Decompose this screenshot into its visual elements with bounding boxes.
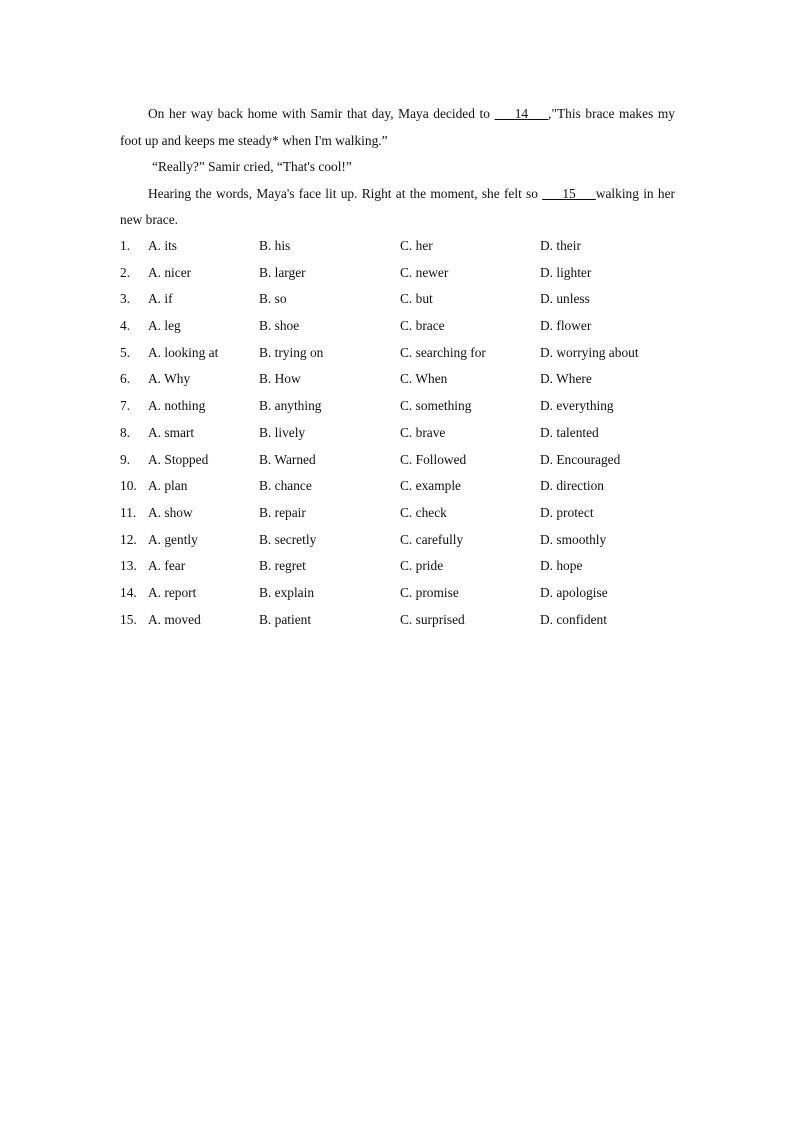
option-c: C. but	[400, 291, 433, 307]
question-row	[120, 286, 680, 313]
option-c: C. example	[400, 478, 461, 494]
blank-15: ___15___	[542, 185, 596, 201]
option-b: B. larger	[259, 264, 306, 280]
option-d: D. talented	[540, 424, 599, 440]
option-d: D. everything	[540, 398, 614, 414]
option-d: D. flower	[540, 318, 592, 334]
option-a: A. gently	[148, 531, 198, 547]
question-row	[120, 313, 680, 340]
option-c: C. her	[400, 238, 433, 253]
option-a: A. looking at	[148, 344, 219, 360]
option-c: C. surprised	[400, 611, 465, 627]
option-d: D. worrying about	[540, 344, 639, 360]
paragraph-1-text-before-blank: On her way back home with Samir that day, Maya decided to	[148, 106, 495, 121]
passage-paragraph-3	[120, 181, 675, 234]
option-b: B. his	[259, 238, 291, 253]
option-c: C. brave	[400, 424, 446, 440]
option-b: B. patient	[259, 611, 312, 627]
question-number: 1.	[120, 238, 131, 253]
option-a: A. Why	[148, 371, 191, 387]
option-b: B. anything	[259, 398, 322, 414]
option-c: C. searching for	[400, 344, 486, 360]
option-c: C. check	[400, 504, 447, 520]
option-d: D. their	[540, 238, 581, 253]
option-a: A. Stopped	[148, 451, 209, 467]
question-row	[120, 527, 680, 554]
option-c: C. When	[400, 371, 448, 387]
question-number: 4.	[120, 318, 131, 334]
option-d: D. unless	[540, 291, 590, 307]
option-a: A. nothing	[148, 398, 206, 414]
option-a: A. plan	[148, 478, 188, 494]
option-d: D. hope	[540, 558, 583, 574]
question-row	[120, 607, 680, 634]
question-number: 13.	[120, 558, 137, 574]
passage-paragraph-1	[120, 101, 675, 154]
option-a: A. leg	[148, 318, 181, 334]
question-row	[120, 260, 680, 287]
question-row	[120, 420, 680, 447]
question-row	[120, 233, 680, 260]
option-c: C. something	[400, 398, 472, 414]
option-d: D. direction	[540, 478, 604, 494]
option-d: D. smoothly	[540, 531, 607, 547]
option-c: C. brace	[400, 318, 445, 334]
blank-14: ___14___	[494, 106, 549, 121]
question-row	[120, 366, 680, 393]
question-number: 5.	[120, 344, 131, 360]
passage-paragraph-2: “Really?” Samir cried, “That's cool!”	[152, 159, 352, 174]
option-b: B. regret	[259, 558, 306, 574]
option-b: B. secretly	[259, 531, 317, 547]
option-a: A. fear	[148, 558, 186, 574]
option-c: C. pride	[400, 558, 444, 574]
option-a: A. moved	[148, 611, 201, 627]
option-a: A. report	[148, 584, 197, 600]
question-options-list	[120, 233, 680, 633]
option-a: A. its	[148, 238, 178, 253]
question-row	[120, 553, 680, 580]
question-number: 11.	[120, 504, 137, 520]
question-number: 2.	[120, 264, 131, 280]
option-a: A. show	[148, 504, 193, 520]
paragraph-1-text-after-blank: ,"This brace makes my foot up and keeps me steady* when I'm walking.”	[120, 106, 675, 148]
option-c: C. promise	[400, 584, 459, 600]
option-c: C. carefully	[400, 531, 464, 547]
option-d: D. protect	[540, 504, 594, 520]
question-row	[120, 447, 680, 474]
option-d: D. lighter	[540, 264, 592, 280]
option-c: C. newer	[400, 264, 449, 280]
question-number: 14.	[120, 584, 137, 600]
question-row	[120, 340, 680, 367]
question-number: 7.	[120, 398, 131, 414]
option-a: A. smart	[148, 424, 195, 440]
option-d: D. Where	[540, 371, 592, 387]
option-c: C. Followed	[400, 451, 467, 467]
question-number: 10.	[120, 478, 137, 494]
option-b: B. lively	[259, 424, 306, 440]
option-b: B. How	[259, 371, 301, 387]
question-number: 12.	[120, 531, 137, 547]
question-row	[120, 393, 680, 420]
option-d: D. confident	[540, 611, 607, 627]
option-b: B. shoe	[259, 318, 300, 334]
question-number: 9.	[120, 451, 131, 467]
paragraph-3-text-after-blank: walking in her new brace.	[120, 185, 675, 227]
question-row	[120, 500, 680, 527]
paragraph-3-text-before-blank: Hearing the words, Maya's face lit up. Right at the moment, she felt so	[148, 185, 543, 201]
question-number: 6.	[120, 371, 131, 387]
question-row	[120, 473, 680, 500]
option-b: B. so	[259, 291, 287, 307]
question-number: 15.	[120, 611, 137, 627]
option-b: B. trying on	[259, 344, 324, 360]
option-d: D. apologise	[540, 584, 608, 600]
question-number: 8.	[120, 424, 131, 440]
question-number: 3.	[120, 291, 131, 307]
question-row	[120, 580, 680, 607]
reading-passage	[120, 101, 675, 234]
option-b: B. explain	[259, 584, 315, 600]
option-b: B. Warned	[259, 451, 316, 467]
option-b: B. chance	[259, 478, 312, 494]
option-a: A. if	[148, 291, 173, 307]
option-b: B. repair	[259, 504, 306, 520]
option-d: D. Encouraged	[540, 451, 621, 467]
option-a: A. nicer	[148, 264, 192, 280]
